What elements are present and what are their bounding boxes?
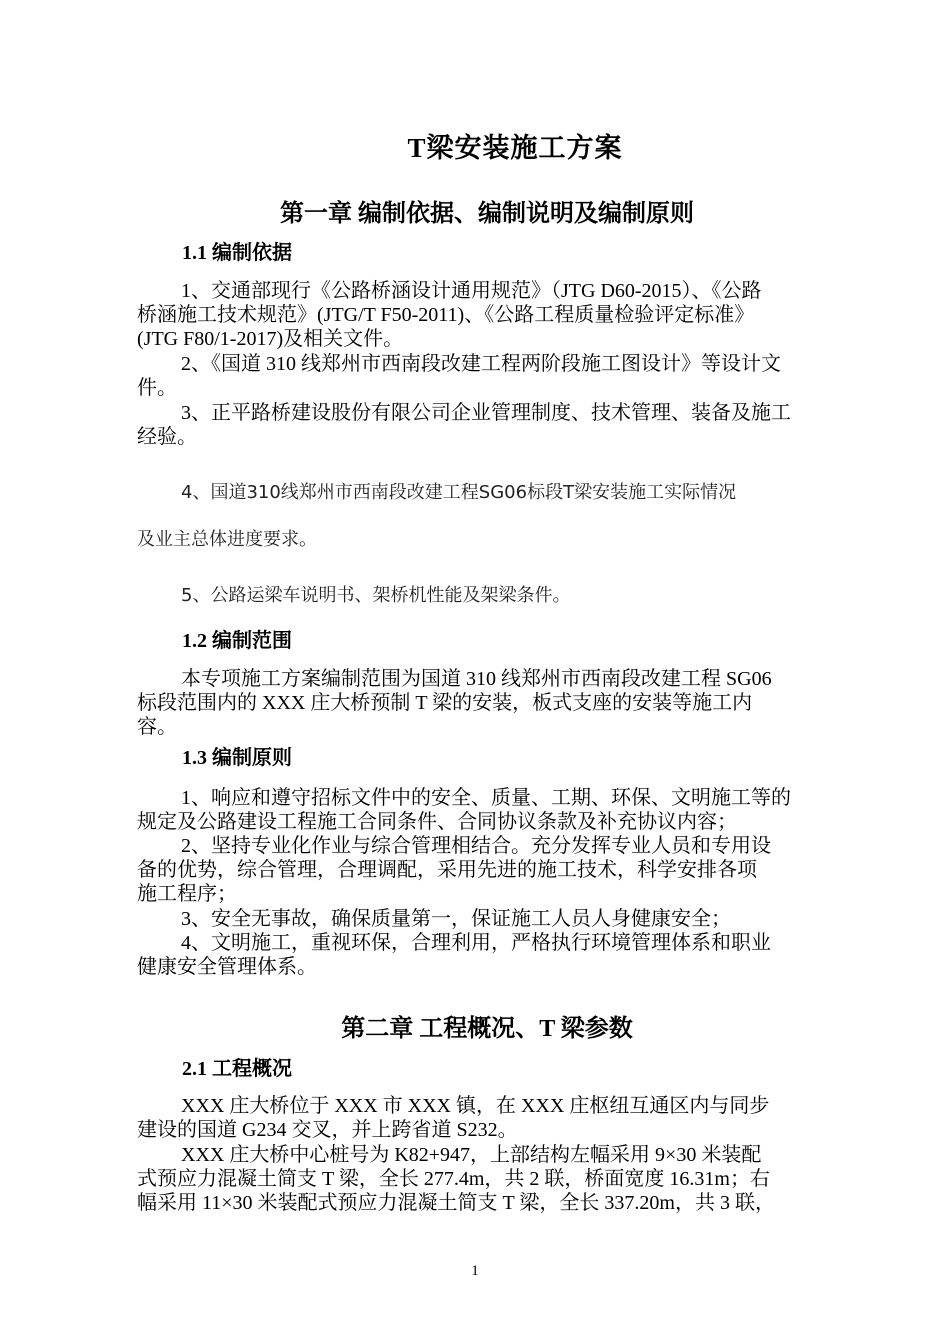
paragraph-basis-1 (137, 279, 837, 351)
paragraph-principle-2 (137, 834, 837, 906)
paragraph-basis-5 (137, 584, 837, 608)
paragraph-line: 及业主总体进度要求。 (137, 529, 317, 550)
paragraph-line: 施工程序； (137, 883, 237, 905)
paragraph-line: 1、响应和遵守招标文件中的安全、质量、工期、环保、文明施工等的 (181, 787, 791, 809)
page-number: 1 (471, 1263, 479, 1279)
paragraph-overview-1 (137, 1094, 837, 1142)
paragraph-line: 5、公路运梁车说明书、架桥机性能及架梁条件。 (181, 585, 571, 606)
paragraph-line: 规定及公路建设工程施工合同条件、合同协议条款及补充协议内容； (137, 811, 737, 833)
paragraph-line: 4、文明施工，重视环保，合理利用，严格执行环境管理体系和职业 (181, 932, 771, 954)
paragraph-line: 容。 (137, 716, 177, 738)
paragraph-basis-2 (137, 352, 837, 400)
paragraph-line: 3、安全无事故，确保质量第一，保证施工人员人身健康安全； (181, 908, 731, 930)
paragraph-basis-4-continued (137, 528, 837, 552)
paragraph-basis-4 (137, 481, 837, 505)
paragraph-line: 建设的国道 G234 交叉，并上跨省道 S232。 (137, 1119, 518, 1141)
paragraph-principle-3 (137, 907, 837, 931)
paragraph-line: 桥涵施工技术规范》(JTG/T F50-2011)、《公路工程质量检验评定标准》 (137, 304, 755, 326)
paragraph-line: 2、《国道 310 线郑州市西南段改建工程两阶段施工图设计》等设计文 (181, 353, 781, 375)
paragraph-line: XXX 庄大桥位于 XXX 市 XXX 镇，在 XXX 庄枢纽互通区内与同步 (181, 1095, 770, 1117)
paragraph-line: 经验。 (137, 426, 197, 448)
section-2-1-heading: 2.1 工程概况 (182, 1058, 292, 1080)
paragraph-basis-3 (137, 401, 837, 449)
paragraph-line: 本专项施工方案编制范围为国道 310 线郑州市西南段改建工程 SG06 (181, 668, 772, 690)
paragraph-line: 件。 (137, 377, 177, 399)
paragraph-line: 4、国道310线郑州市西南段改建工程SG06标段T梁安装施工实际情况 (181, 482, 737, 503)
paragraph-principle-1 (137, 786, 837, 834)
section-1-3-heading: 1.3 编制原则 (182, 747, 292, 769)
chapter-2-heading: 第二章 工程概况、T 梁参数 (341, 1016, 633, 1042)
paragraph-line: 幅采用 11×30 米装配式预应力混凝土简支 T 梁，全长 337.20m，共 3 联， (137, 1192, 775, 1214)
paragraph-line: 2、坚持专业化作业与综合管理相结合。充分发挥专业人员和专用设 (181, 835, 771, 857)
section-1-2-heading: 1.2 编制范围 (182, 630, 292, 652)
chapter-1-heading: 第一章 编制依据、编制说明及编制原则 (280, 201, 694, 227)
document-title: T梁安装施工方案 (407, 133, 623, 163)
paragraph-overview-2 (137, 1143, 837, 1215)
paragraph-line: 标段范围内的 XXX 庄大桥预制 T 梁的安装，板式支座的安装等施工内 (137, 692, 753, 714)
paragraph-principle-4 (137, 931, 837, 979)
section-1-1-heading: 1.1 编制依据 (182, 242, 292, 264)
paragraph-scope (137, 667, 837, 739)
paragraph-line: 式预应力混凝土简支 T 梁，全长 277.4m，共 2 联，桥面宽度 16.31m；右 (137, 1168, 770, 1190)
paragraph-line: 健康安全管理体系。 (137, 956, 317, 978)
paragraph-line: 备的优势，综合管理，合理调配，采用先进的施工技术，科学安排各项 (137, 859, 757, 881)
paragraph-line: XXX 庄大桥中心桩号为 K82+947，上部结构左幅采用 9×30 米装配 (181, 1144, 762, 1166)
paragraph-line: 1、交通部现行《公路桥涵设计通用规范》（JTG D60-2015）、《公路 (181, 280, 762, 302)
paragraph-line: 3、正平路桥建设股份有限公司企业管理制度、技术管理、装备及施工 (181, 402, 791, 424)
paragraph-line: (JTG F80/1-2017)及相关文件。 (137, 328, 404, 350)
